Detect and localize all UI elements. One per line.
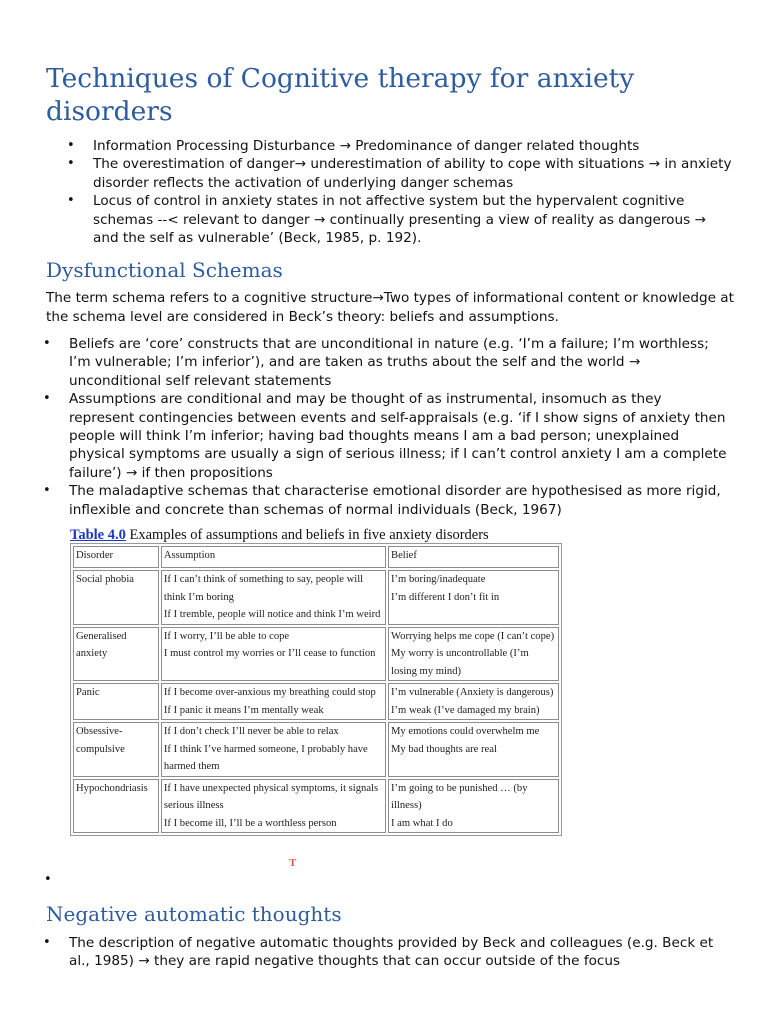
cell-disorder: Hypochondriasis (73, 779, 159, 834)
table-row (73, 722, 559, 777)
list-item (67, 137, 733, 155)
cell-belief (388, 722, 559, 777)
assumption-line: I must control my worries or I’ll cease to function (163, 648, 376, 659)
assumption-line: If I think I’ve harmed someone, I probably have harmed them (163, 743, 368, 772)
list-item-text: The maladaptive schemas that characterise emotional disorder are hypothesised as more rigid, inflexible and concrete than schemas of normal individuals (Beck, 1967) (69, 483, 721, 518)
cell-disorder: Social phobia (73, 570, 159, 625)
belief-line: I’m going to be punished … (by illness) (391, 782, 528, 811)
cell-belief (388, 683, 559, 720)
assumption-line: If I tremble, people will notice and think I’m weird (163, 609, 381, 620)
belief-line: I’m vulnerable (Anxiety is dangerous) (391, 687, 554, 698)
cell-assumption (161, 683, 386, 720)
belief-line: I am what I do (391, 817, 453, 829)
list-item-text: Assumptions are conditional and may be thought of as instrumental, insomuch as they represent contingencies between events and self-appraisals (e.g. ‘if I show signs of anxiety then people will think I’m inferior; having bad thoughts means I am a bad person; unexplained physical symptoms are usually a sign of serious illness; if I can’t control anxiety I am a complete failure’) → if then propositions (69, 391, 727, 481)
bullet-icon: • (67, 138, 75, 153)
cell-assumption (161, 570, 386, 625)
header-assumption: Assumption (161, 546, 386, 568)
list-item (43, 482, 729, 519)
text-cursor-icon: T (289, 857, 297, 869)
cell-disorder: Panic (73, 683, 159, 720)
belief-line: My emotions could overwhelm me (391, 726, 540, 737)
table-header-row (73, 546, 559, 568)
table-caption-text: Examples of assumptions and beliefs in five anxiety disorders (125, 527, 489, 543)
belief-line: Worrying helps me cope (I can’t cope) (391, 630, 555, 642)
bullet-icon: • (67, 156, 75, 172)
schema-bullet-list (43, 335, 729, 519)
assumption-line: If I panic it means I’m mentally weak (163, 704, 324, 716)
list-item-text: The description of negative automatic thoughts provided by Beck and colleagues (e.g. Beck et al., 1985) → they are rapid negative thoughts that can occur outside of the focus (69, 935, 714, 970)
cell-assumption (161, 779, 386, 834)
list-item (43, 390, 729, 482)
belief-line: I’m weak (I’ve damaged my brain) (391, 704, 540, 716)
table-row (73, 570, 559, 625)
intro-bullet-list (67, 137, 733, 247)
list-item (43, 335, 729, 390)
header-belief: Belief (388, 546, 559, 568)
cell-disorder: Generalised anxiety (73, 627, 159, 682)
assumption-line: If I worry, I’ll be able to cope (163, 630, 290, 642)
schema-paragraph: The term schema refers to a cognitive structure→Two types of informational content or knowledge at the schema level are considered in Beck’s theory: beliefs and assumptions. (46, 290, 734, 325)
section-heading-dysfunctional-schemas: Dysfunctional Schemas (46, 258, 283, 282)
header-disorder: Disorder (73, 546, 159, 568)
assumption-line: If I become over-anxious my breathing could stop (163, 687, 376, 698)
assumption-line: If I become ill, I’ll be a worthless person (163, 817, 337, 829)
list-item-text: Information Processing Disturbance → Predominance of danger related thoughts (93, 138, 640, 154)
assumptions-beliefs-table (70, 543, 562, 836)
cell-belief (388, 627, 559, 682)
page-title: Techniques of Cognitive therapy for anxiety disorders (46, 63, 635, 127)
table-row (73, 627, 559, 682)
cell-assumption (161, 627, 386, 682)
bullet-icon: • (67, 193, 75, 209)
negative-thoughts-bullet-list (43, 934, 729, 971)
cell-belief (388, 779, 559, 834)
section-heading-negative-automatic-thoughts: Negative automatic thoughts (46, 902, 342, 926)
empty-bullet-icon: • (44, 872, 52, 887)
assumption-line: If I don’t check I’ll never be able to relax (163, 726, 339, 737)
table-caption-link[interactable]: Table 4.0 (70, 527, 126, 543)
cell-disorder: Obsessive-compulsive (73, 722, 159, 777)
belief-line: My worry is uncontrollable (I’m losing my mind) (391, 648, 529, 677)
belief-line: I’m different I don’t fit in (391, 591, 500, 603)
assumption-line: If I can’t think of something to say, people will think I’m boring (163, 574, 364, 603)
list-item (67, 155, 733, 192)
bullet-icon: • (43, 935, 51, 950)
assumption-line: If I have unexpected physical symptoms, it signals serious illness (163, 782, 379, 811)
list-item (67, 192, 733, 247)
table-row (73, 683, 559, 720)
list-item-text: The overestimation of danger→ underestimation of ability to cope with situations → in anxiety disorder reflects the activation of underlying danger schemas (93, 156, 732, 191)
table-row (73, 779, 559, 834)
list-item (43, 934, 729, 971)
cell-assumption (161, 722, 386, 777)
bullet-icon: • (43, 483, 51, 499)
belief-line: My bad thoughts are real (391, 743, 497, 755)
list-item-text: Locus of control in anxiety states in not affective system but the hypervalent cognitive schemas --< relevant to danger → continually presenting a view of reality as dangerous → and the self as vulnerable’ (Beck, 1985, p. 192). (93, 193, 706, 247)
bullet-icon: • (43, 336, 51, 351)
cell-belief (388, 570, 559, 625)
list-item-text: Beliefs are ‘core’ constructs that are unconditional in nature (e.g. ‘I’m a failure; I’m worthless; I’m vulnerable; I’m inferior’), and are taken as truths about the self and the world → unconditional self relevant statements (69, 336, 709, 389)
bullet-icon: • (43, 391, 51, 407)
belief-line: I’m boring/inadequate (391, 574, 486, 585)
table-caption (70, 527, 489, 544)
